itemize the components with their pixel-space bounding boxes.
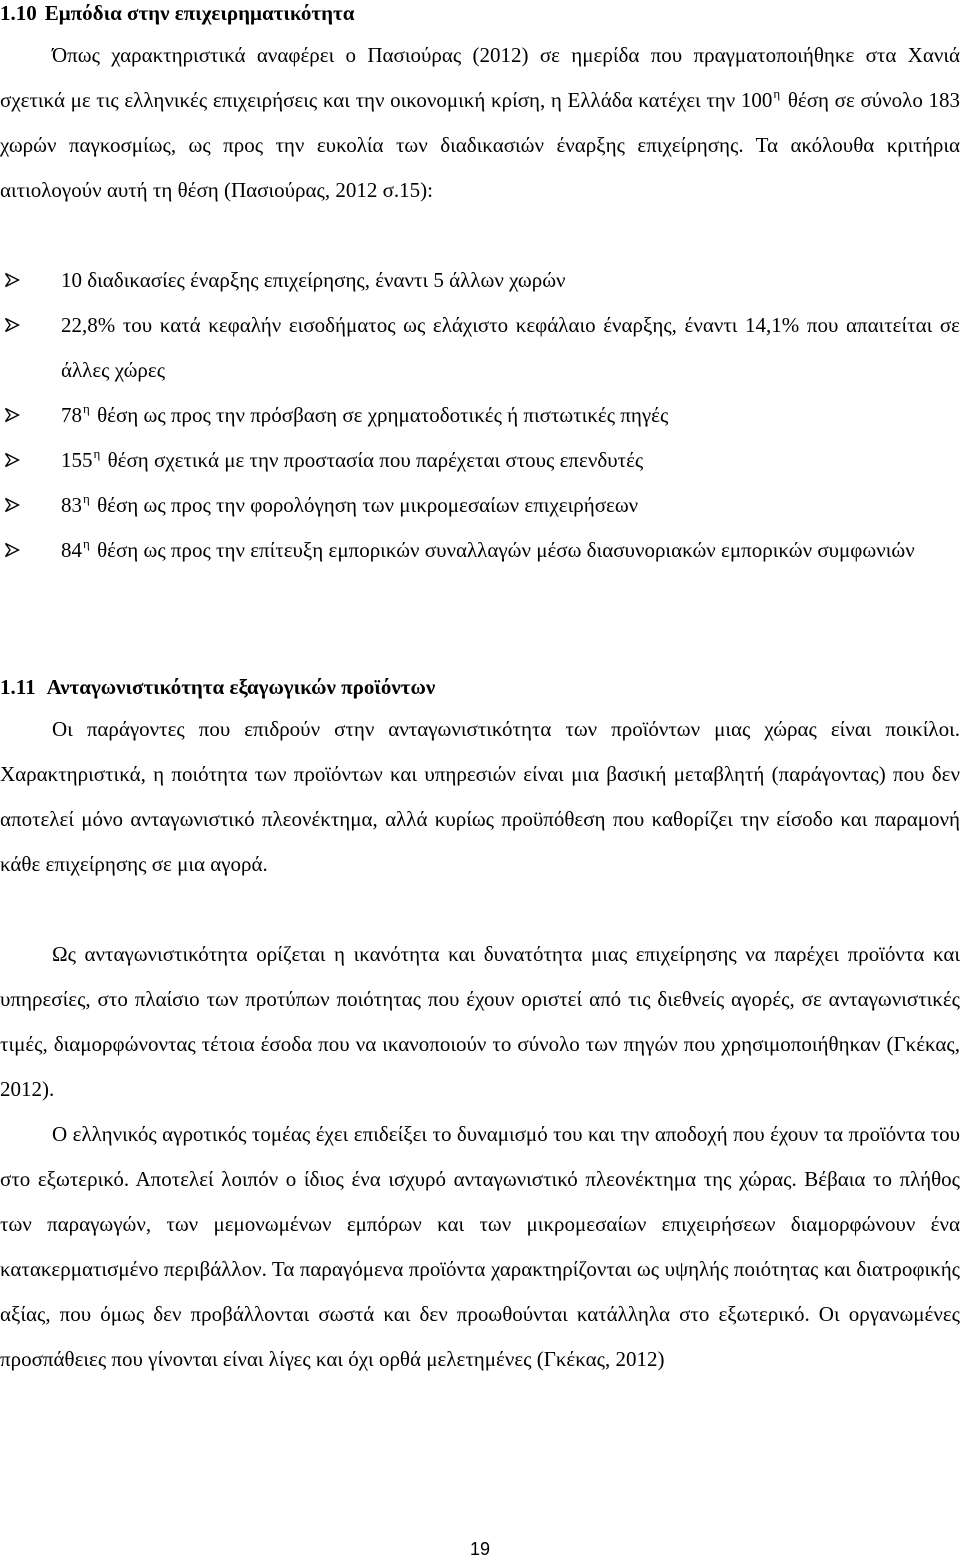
section-number: 1.11 bbox=[0, 675, 36, 699]
bullet-item bbox=[0, 258, 960, 303]
arrowhead-bullet-icon bbox=[4, 497, 20, 513]
bullet-text: 22,8% του κατά κεφαλήν εισοδήματος ως ελάχιστο κεφάλαιο έναρξης, έναντι 14,1% που απαιτείται σε άλλες χώρες bbox=[61, 313, 960, 382]
arrowhead-bullet-icon bbox=[4, 272, 20, 288]
bullet-text: 10 διαδικασίες έναρξης επιχείρησης, έναντι 5 άλλων χωρών bbox=[61, 268, 566, 292]
bullet-text: θέση ως προς την πρόσβαση σε χρηματοδοτικές ή πιστωτικές πηγές bbox=[91, 403, 669, 427]
bullet-item bbox=[0, 303, 960, 393]
ordinal-superscript: η bbox=[83, 536, 90, 551]
bullet-rank: 78 bbox=[61, 403, 82, 427]
section-heading-1-10 bbox=[0, 1, 354, 25]
section-title: Ανταγωνιστικότητα εξαγωγικών προϊόντων bbox=[46, 675, 436, 699]
arrowhead-bullet-icon bbox=[4, 407, 20, 423]
bullet-item bbox=[0, 528, 960, 573]
bullet-text: θέση ως προς την επίτευξη εμπορικών συναλλαγών μέσω διασυνοριακών εμπορικών συμφωνιών bbox=[91, 538, 915, 562]
bullet-rank: 155 bbox=[61, 448, 93, 472]
bullet-text: θέση ως προς την φορολόγηση των μικρομεσαίων επιχειρήσεων bbox=[91, 493, 639, 517]
arrowhead-bullet-icon bbox=[4, 452, 20, 468]
page-number: 19 bbox=[469, 1539, 491, 1559]
bullet-rank: 83 bbox=[61, 493, 82, 517]
bullet-item bbox=[0, 393, 960, 438]
arrowhead-bullet-icon bbox=[4, 317, 20, 333]
ordinal-superscript: η bbox=[773, 86, 781, 101]
body-paragraph: Οι παράγοντες που επιδρούν στην ανταγωνιστικότητα των προϊόντων μιας χώρας είναι ποικίλοι. Χαρακτηριστικά, η ποιότητα των προϊόντων και υπηρεσιών είναι μια βασική μεταβλητή (παράγοντας) που δεν αποτελεί μόνο ανταγωνιστικό πλεονέκτημα, αλλά κυρίως προϋπόθεση που καθορίζει την είσοδο και παραμονή κάθε επιχείρησης σε μια αγορά. bbox=[0, 717, 960, 876]
criteria-bullet-list bbox=[0, 258, 960, 573]
intro-text-end: θέση σε σύνολο 183 χωρών παγκοσμίως, ως προς την ευκολία των διαδικασιών έναρξης επιχείρησης. Τα ακόλουθα κριτήρια αιτιολογούν αυτή τη θέση (Πασιούρας, 2012 σ.15): bbox=[0, 88, 960, 202]
arrowhead-bullet-icon bbox=[4, 542, 20, 558]
bullet-rank: 84 bbox=[61, 538, 82, 562]
body-paragraph: Ως ανταγωνιστικότητα ορίζεται η ικανότητα και δυνατότητα μιας επιχείρησης να παρέχει προϊόντα και υπηρεσίες, στο πλαίσιο των προτύπων ποιότητας που έχουν οριστεί από τις διεθνείς αγορές, σε ανταγωνιστικές τιμές, διαμορφώνοντας τέτοια έσοδα που να ικανοποιούν το σύνολο των πηγών που χρησιμοποιήθηκαν (Γκέκας, 2012). bbox=[0, 942, 960, 1101]
bullet-item bbox=[0, 438, 960, 483]
intro-paragraph bbox=[0, 33, 960, 213]
bullet-text: θέση σχετικά με την προστασία που παρέχεται στους επενδυτές bbox=[102, 448, 644, 472]
section-title: Εμπόδια στην επιχειρηματικότητα bbox=[44, 1, 355, 25]
section-heading-1-11 bbox=[0, 675, 435, 699]
ordinal-superscript: η bbox=[93, 446, 101, 461]
intro-text-start: Όπως χαρακτηριστικά αναφέρει ο Πασιούρας (2012) σε ημερίδα που πραγματοποιήθηκε στα Χανιά σχετικά με τις ελληνικές επιχειρήσεις και την οικονομική κρίση, η Ελλάδα κατέχει την 100 bbox=[0, 43, 960, 112]
bullet-item bbox=[0, 483, 960, 528]
ordinal-superscript: η bbox=[83, 401, 90, 416]
ordinal-superscript: η bbox=[83, 491, 90, 506]
section-number: 1.10 bbox=[0, 1, 37, 25]
body-paragraph: Ο ελληνικός αγροτικός τομέας έχει επιδείξει το δυναμισμό του και την αποδοχή που έχουν τα προϊόντα του στο εξωτερικό. Αποτελεί λοιπόν ο ίδιος ένα ισχυρό ανταγωνιστικό πλεονέκτημα της χώρας. Βέβαια το πλήθος των παραγωγών, των μεμονωμένων εμπόρων και των μικρομεσαίων επιχειρήσεων διαμορφώνουν ένα κατακερματισμένο περιβάλλον. Τα παραγόμενα προϊόντα χαρακτηρίζονται ως υψηλής ποιότητας και διατροφικής αξίας, που όμως δεν προβάλλονται σωστά και δεν προωθούνται κατάλληλα στο εξωτερικό. Οι οργανωμένες προσπάθειες που γίνονται είναι λίγες και όχι ορθά μελετημένες (Γκέκας, 2012) bbox=[0, 1122, 960, 1371]
